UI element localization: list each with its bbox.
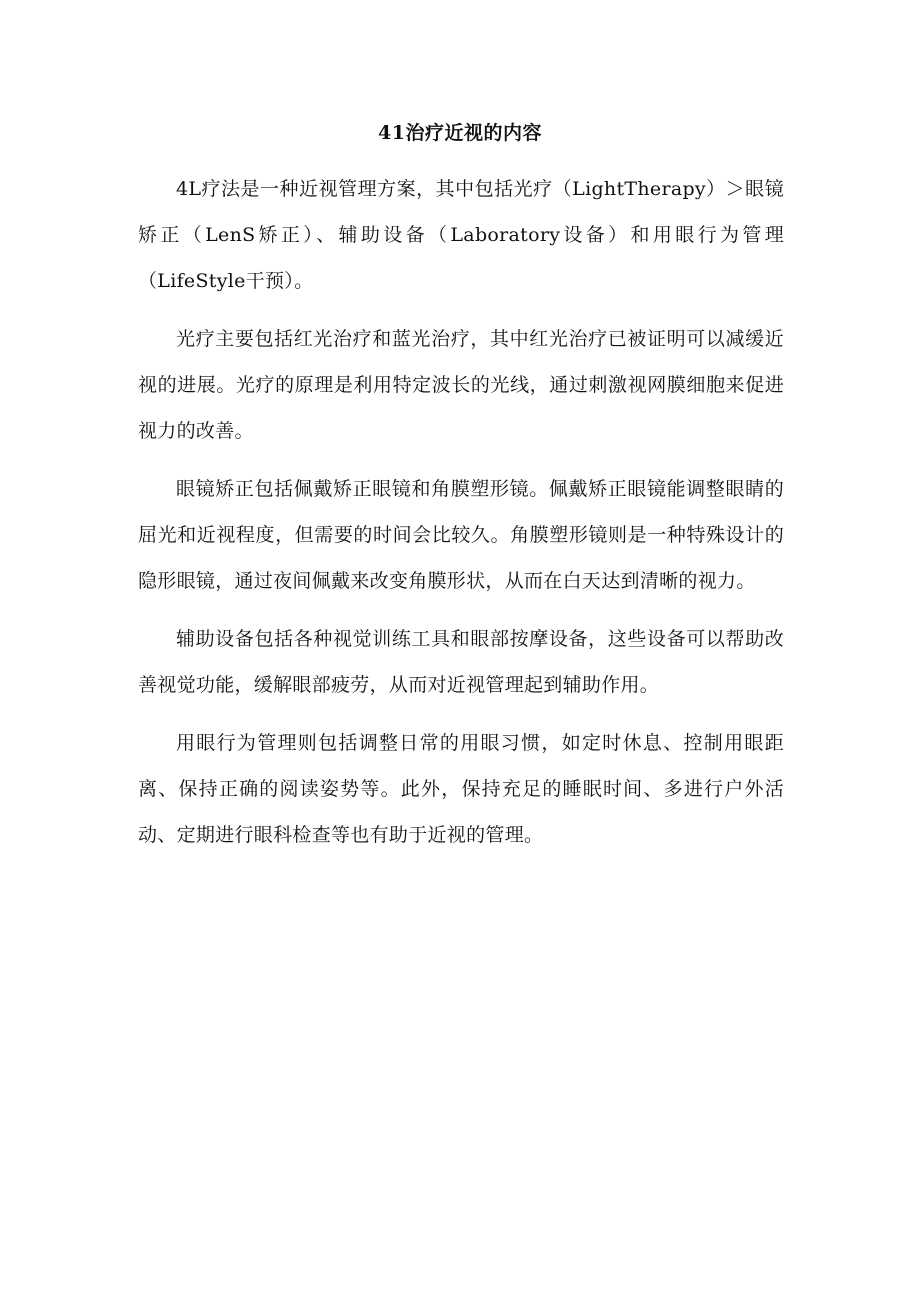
paragraph-eyeglasses-correction: 眼镜矫正包括佩戴矫正眼镜和角膜塑形镜。佩戴矫正眼镜能调整眼睛的屈光和近视程度，但需要的时间会比较久。角膜塑形镜则是一种特殊设计的隐形眼镜，通过夜间佩戴来改变角膜形状，从而在白天达到清晰的视力。: [138, 478, 784, 592]
paragraph-eye-behavior-management: 用眼行为管理则包括调整日常的用眼习惯，如定时休息、控制用眼距离、保持正确的阅读姿势等。此外，保持充足的睡眠时间、多进行户外活动、定期进行眼科检查等也有助于近视的管理。: [138, 732, 784, 846]
document-title: 41治疗近视的内容: [378, 122, 542, 144]
paragraph-light-therapy: 光疗主要包括红光治疗和蓝光治疗，其中红光治疗已被证明可以减缓近视的进展。光疗的原理是利用特定波长的光线，通过刺激视网膜细胞来促进视力的改善。: [138, 328, 784, 442]
paragraph-auxiliary-equipment: 辅助设备包括各种视觉训练工具和眼部按摩设备，这些设备可以帮助改善视觉功能，缓解眼部疲劳，从而对近视管理起到辅助作用。: [138, 628, 784, 696]
document-body: [138, 166, 784, 870]
paragraph-4l-therapy: 4L疗法是一种近视管理方案，其中包括光疗（LightTherapy）＞眼镜矫正（LenS矫正）、辅助设备（Laboratory设备）和用眼行为管理（LifeStyle干预）。: [138, 178, 784, 292]
